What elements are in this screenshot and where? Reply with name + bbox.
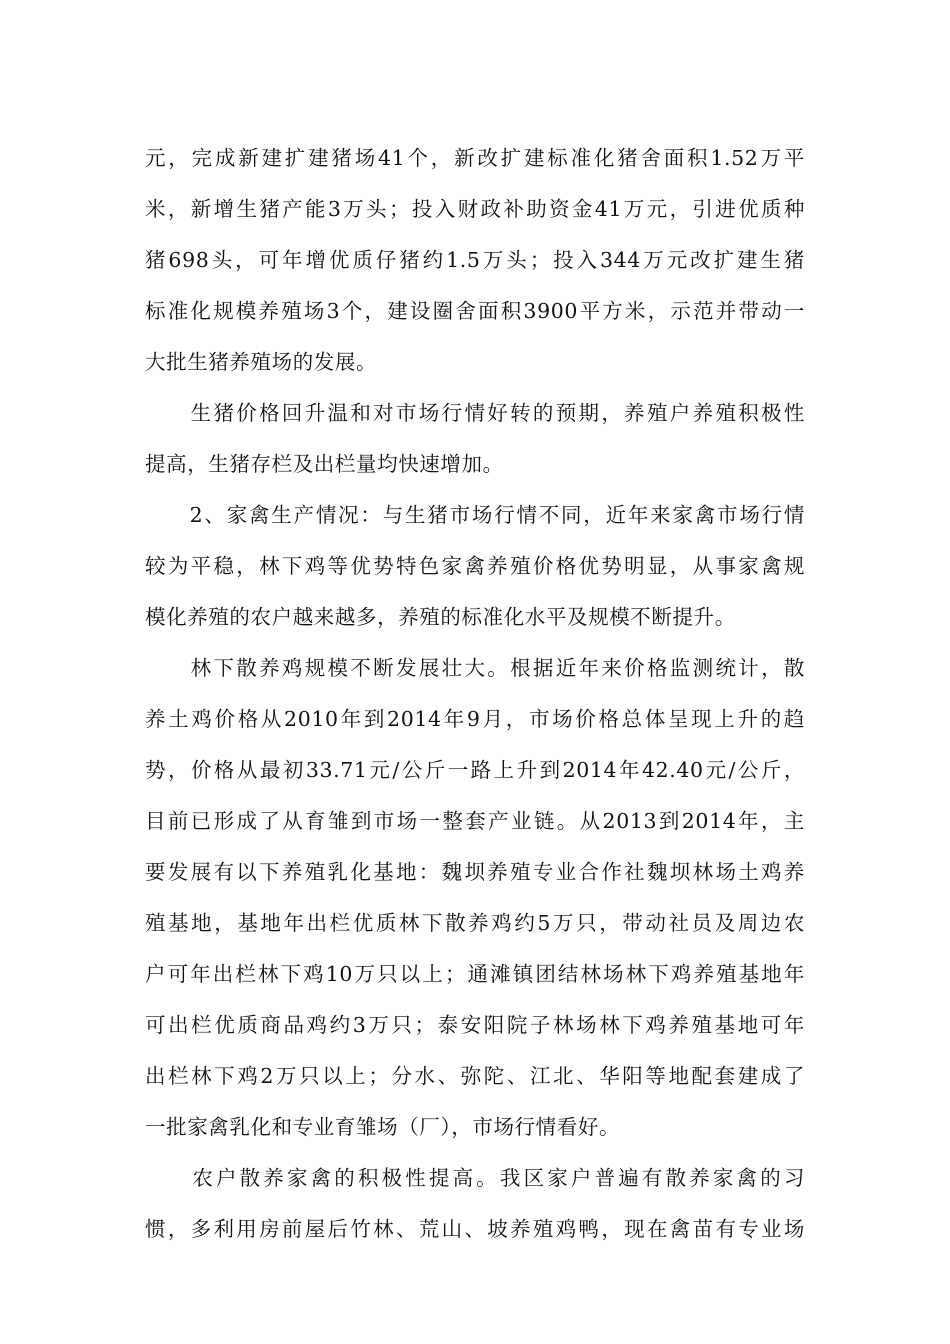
paragraph-poultry-production — [145, 490, 805, 643]
text-line: 提高，生猪存栏及出栏量均快速增加。 — [145, 452, 504, 476]
text-line: 户可年出栏林下鸡10万只以上；通滩镇团结林场林下鸡养殖基地年 — [145, 962, 805, 986]
text-line: 要发展有以下养殖乳化基地：魏坝养殖专业合作社魏坝林场土鸡养 — [145, 860, 805, 884]
text-line: 出栏林下鸡2万只以上；分水、弥陀、江北、华阳等地配套建成了 — [145, 1064, 805, 1088]
paragraph-free-range-chicken — [145, 643, 805, 1153]
text-line: 可出栏优质商品鸡约3万只；泰安阳院子林场林下鸡养殖基地可年 — [145, 1013, 805, 1037]
text-line: 生猪价格回升温和对市场行情好转的预期，养殖户养殖积极性 — [145, 401, 805, 425]
text-line: 米，新增生猪产能3万头；投入财政补助资金41万元，引进优质种 — [145, 197, 805, 221]
text-line: 林下散养鸡规模不断发展壮大。根据近年来价格监测统计，散 — [145, 656, 805, 680]
text-line: 养土鸡价格从2010年到2014年9月，市场价格总体呈现上升的趋 — [145, 707, 805, 731]
text-line: 农户散养家禽的积极性提高。我区家户普遍有散养家禽的习 — [145, 1166, 805, 1190]
text-line: 目前已形成了从育雏到市场一整套产业链。从2013到2014年，主 — [145, 809, 805, 833]
text-line: 一批家禽乳化和专业育雏场（厂），市场行情看好。 — [145, 1115, 621, 1139]
text-line: 较为平稳，林下鸡等优势特色家禽养殖价格优势明显，从事家禽规 — [145, 554, 805, 578]
text-line: 大批生猪养殖场的发展。 — [145, 350, 378, 374]
text-line: 2、家禽生产情况：与生猪市场行情不同，近年来家禽市场行情 — [145, 503, 805, 527]
paragraph-household-poultry — [145, 1153, 805, 1255]
text-line: 殖基地，基地年出栏优质林下散养鸡约5万只，带动社员及周边农 — [145, 911, 805, 935]
text-line: 势，价格从最初33.71元/公斤一路上升到2014年42.40元/公斤， — [145, 758, 805, 782]
text-line: 元，完成新建扩建猪场41个，新改扩建标准化猪舍面积1.52万平 — [145, 146, 805, 170]
paragraph-pig-farm-investment — [145, 133, 805, 388]
text-line: 模化养殖的农户越来越多，养殖的标准化水平及规模不断提升。 — [145, 605, 736, 629]
document-body — [145, 133, 805, 1255]
paragraph-pig-price — [145, 388, 805, 490]
text-line: 惯，多利用房前屋后竹林、荒山、坡养殖鸡鸭，现在禽苗有专业场 — [145, 1217, 805, 1241]
text-line: 猪698头，可年增优质仔猪约1.5万头；投入344万元改扩建生猪 — [145, 248, 805, 272]
text-line: 标准化规模养殖场3个，建设圈舍面积3900平方米，示范并带动一 — [145, 299, 805, 323]
